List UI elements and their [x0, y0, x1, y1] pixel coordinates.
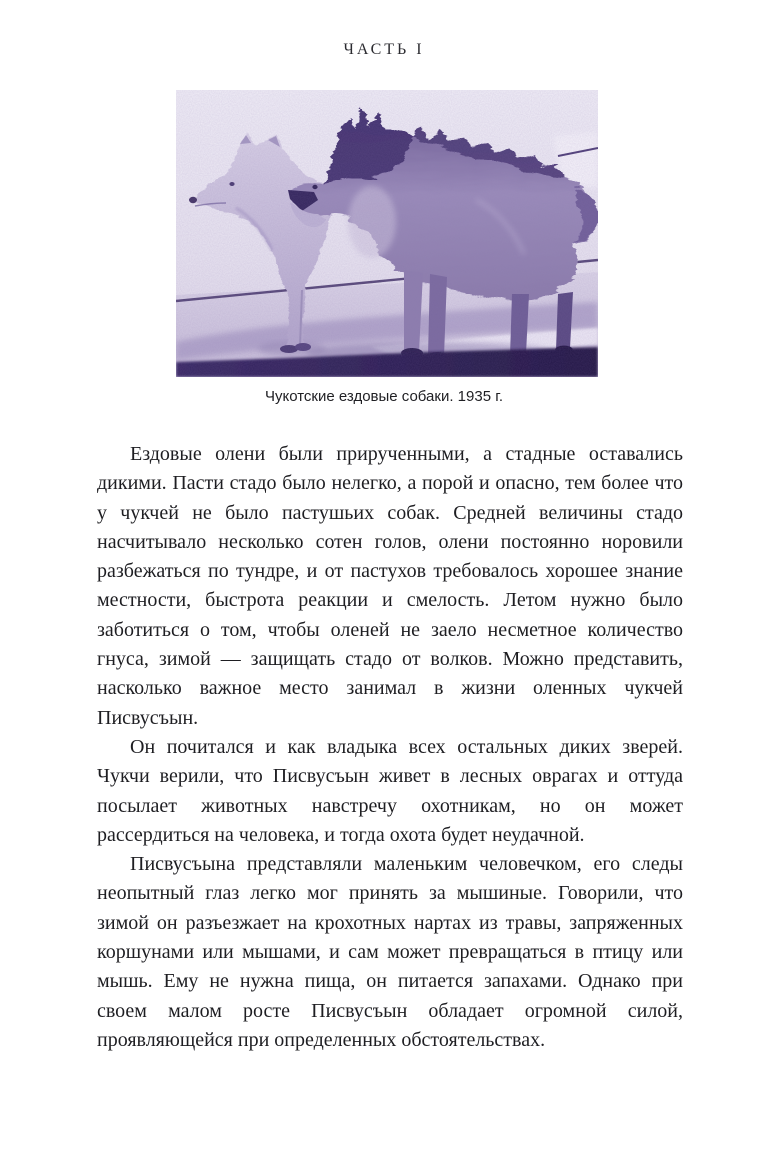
dogs-photo-illustration — [176, 90, 598, 377]
paragraph-3: Писвусъына представляли маленьким человечком, его следы неопытный глаз легко мог принять за мышиные. Говорили, что зимой он разъезжает на крохотных нартах из травы, запряженных коршунами или мышами, и сам может превращаться в птицу или мышь. Ему не нужна пища, он питается запахами. Однако при своем малом росте Писвусъын обладает огромной силой, проявляющейся при определенных обстоятельствах. — [97, 853, 683, 1051]
body-text — [97, 440, 683, 1055]
paragraph-1: Ездовые олени были прирученными, а стадные оставались дикими. Пасти стадо было нелегко, а порой и опасно, тем более что у чукчей не было пастушьих собак. Средней величины стадо насчитывало несколько сотен голов, олени постоянно норовили разбежаться по тундре, и от пастухов требовалось хорошее знание местности, быстрота реакции и смелость. Летом нужно было заботиться о том, чтобы оленей не заело несметное количество гнуса, зимой — защищать стадо от волков. Можно представить, насколько важное место занимал в жизни оленных чукчей Писвусъын. — [97, 443, 683, 729]
figure-caption: Чукотские ездовые собаки. 1935 г. — [264, 388, 504, 405]
paragraph-2: Он почитался и как владыка всех остальных диких зверей. Чукчи верили, что Писвусъын живет в лесных оврагах и оттуда посылает животных навстречу охотникам, но он может рассердиться на человека, и тогда охота будет неудачной. — [97, 735, 683, 846]
figure-photo — [176, 90, 598, 377]
running-head: ЧАСТЬ I — [343, 41, 425, 58]
